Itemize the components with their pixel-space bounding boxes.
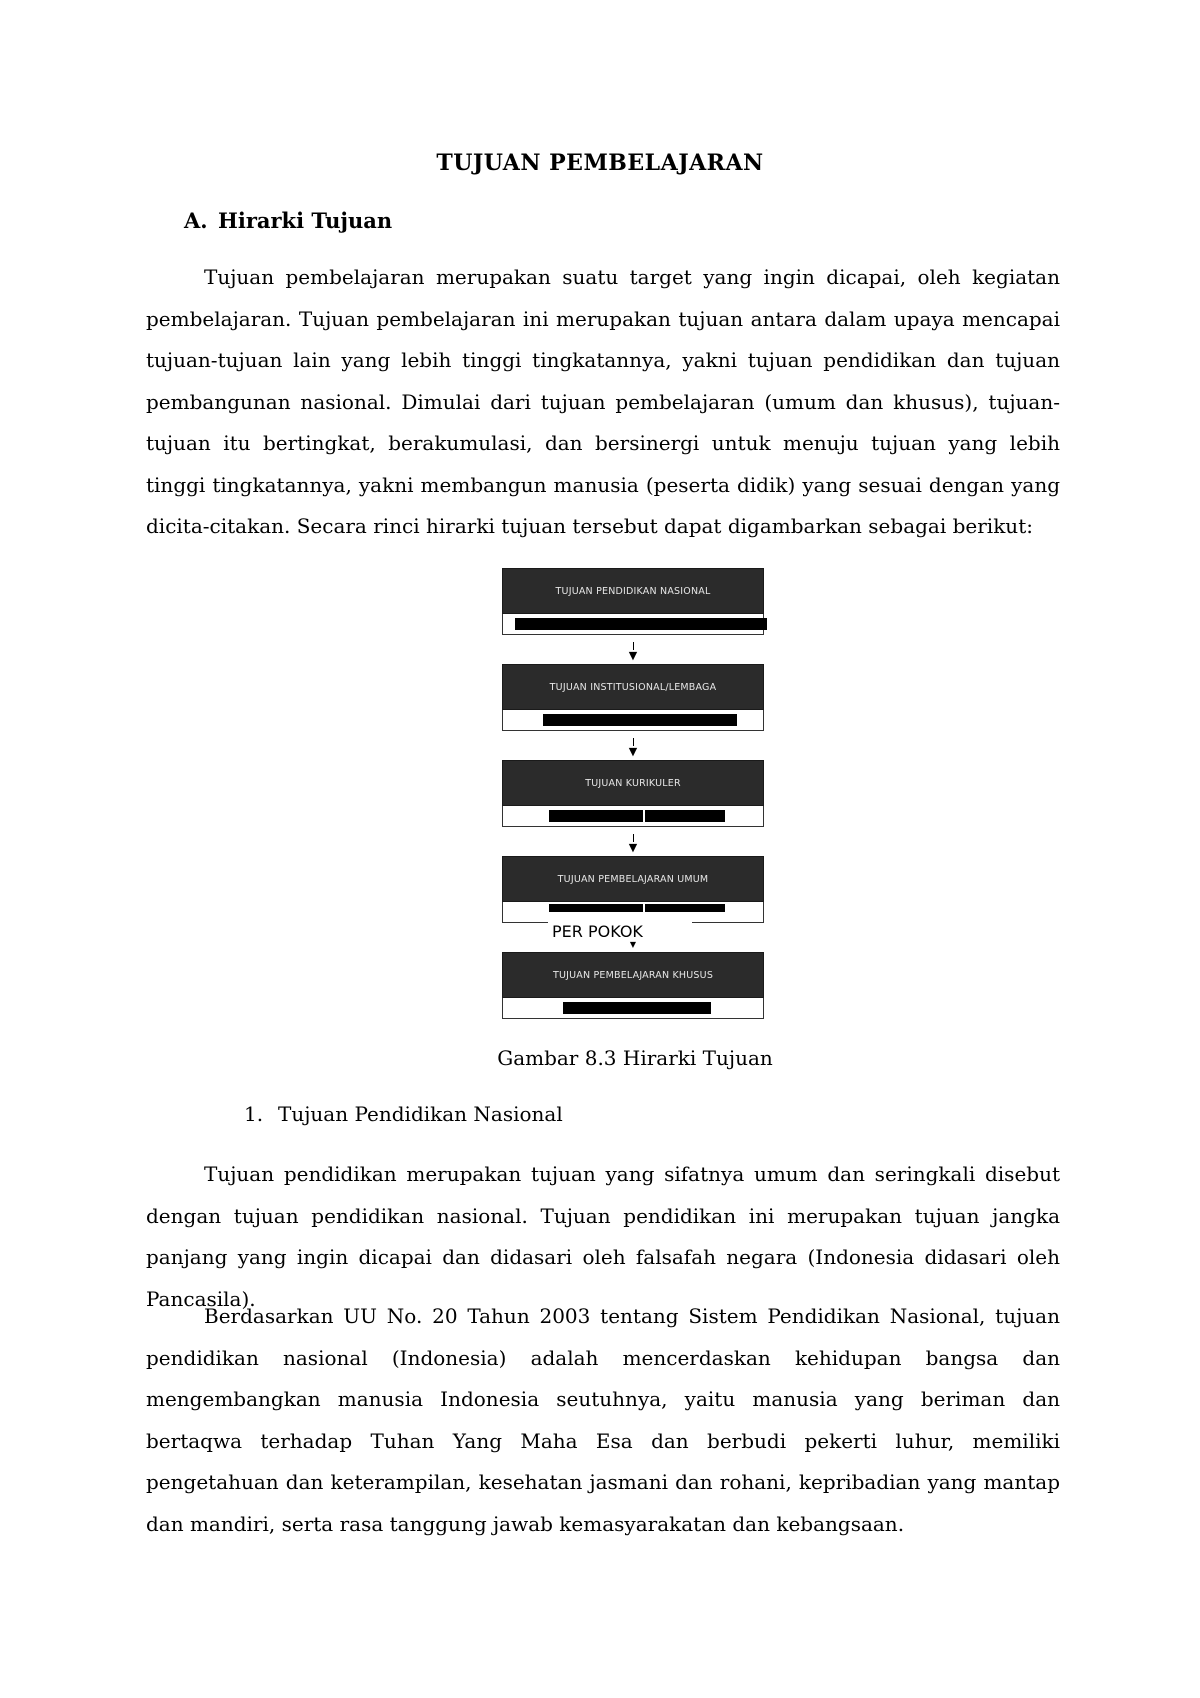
- redaction-bar: [563, 1002, 711, 1014]
- node-header: [502, 664, 764, 710]
- diagram-overlay-label: PER POKOK: [548, 918, 692, 946]
- diagram-node-kurikuler: [502, 760, 764, 827]
- node-footer: [502, 614, 764, 635]
- down-arrow-icon: ▼: [502, 738, 764, 758]
- node-footer: [502, 806, 764, 827]
- node-footer: [502, 998, 764, 1019]
- paragraph-tujuan-pendidikan: Tujuan pendidikan merupakan tujuan yang sifatnya umum dan seringkali disebut dengan tujuan pendidikan nasional. Tujuan pendidikan ini merupakan tujuan jangka panjang yang ingin dicapai dan didasari oleh falsafah negara (Indonesia didasari oleh Pancasila).: [146, 1162, 1060, 1311]
- node-header: [502, 952, 764, 998]
- hierarchy-diagram: [502, 568, 766, 1020]
- redaction-bar: [543, 714, 737, 726]
- paragraph-intro: Tujuan pembelajaran merupakan suatu target yang ingin dicapai, oleh kegiatan pembelajaran. Tujuan pembelajaran ini merupakan tujuan antara dalam upaya mencapai tujuan-tujuan lain yang lebih tinggi tingkatannya, yakni tujuan pendidikan dan tujuan pembangunan nasional. Dimulai dari tujuan pembelajaran (umum dan khusus), tujuan-tujuan itu bertingkat, berakumulasi, dan bersinergi untuk menuju tujuan yang lebih tinggi tingkatannya, yakni membangun manusia (peserta didik) yang sesuai dengan yang dicita-citakan. Secara rinci hirarki tujuan tersebut dapat digambarkan sebagai berikut:: [146, 265, 1060, 538]
- node-header: [502, 568, 764, 614]
- redaction-bar: [645, 904, 725, 912]
- down-arrow-icon: ▼: [629, 940, 637, 949]
- figure-caption: Gambar 8.3 Hirarki Tujuan: [497, 1046, 773, 1070]
- page-title: TUJUAN PEMBELAJARAN: [436, 150, 764, 176]
- redaction-bar: [549, 810, 643, 822]
- diagram-node-pembelajaran-umum: [502, 856, 764, 923]
- redaction-bar: [645, 810, 725, 822]
- redaction-bar: [515, 618, 767, 630]
- node-label: TUJUAN PENDIDIKAN NASIONAL: [555, 585, 711, 597]
- node-header: [502, 760, 764, 806]
- node-footer: [502, 710, 764, 731]
- down-arrow-icon: ▼: [502, 834, 764, 854]
- diagram-node-institusional: [502, 664, 764, 731]
- list-label: Tujuan Pendidikan Nasional: [278, 1102, 563, 1126]
- section-heading-text: Hirarki Tujuan: [218, 208, 393, 233]
- list-item-tujuan-pendidikan-nasional: [244, 1102, 563, 1126]
- node-label: TUJUAN KURIKULER: [585, 777, 681, 789]
- node-header: [502, 856, 764, 902]
- paragraph-uu-sisdiknas: Berdasarkan UU No. 20 Tahun 2003 tentang Sistem Pendidikan Nasional, tujuan pendidikan nasional (Indonesia) adalah mencerdaskan kehidupan bangsa dan mengembangkan manusia Indonesia seutuhnya, yaitu manusia yang beriman dan bertaqwa terhadap Tuhan Yang Maha Esa dan berbudi pekerti luhur, memiliki pengetahuan dan keterampilan, kesehatan jasmani dan rohani, kepribadian yang mantap dan mandiri, serta rasa tanggung jawab kemasyarakatan dan kebangsaan.: [146, 1304, 1060, 1536]
- diagram-node-pembelajaran-khusus: [502, 952, 764, 1019]
- diagram-node-pendidikan-nasional: [502, 568, 764, 635]
- redaction-bar: [549, 904, 643, 912]
- node-label: TUJUAN PEMBELAJARAN UMUM: [557, 873, 709, 885]
- list-number: 1.: [244, 1102, 264, 1126]
- section-heading-a: [184, 208, 392, 233]
- node-label: TUJUAN INSTITUSIONAL/LEMBAGA: [549, 681, 717, 693]
- node-label: TUJUAN PEMBELAJARAN KHUSUS: [552, 969, 714, 981]
- section-number: A.: [184, 208, 208, 233]
- down-arrow-icon: ▼: [502, 642, 764, 662]
